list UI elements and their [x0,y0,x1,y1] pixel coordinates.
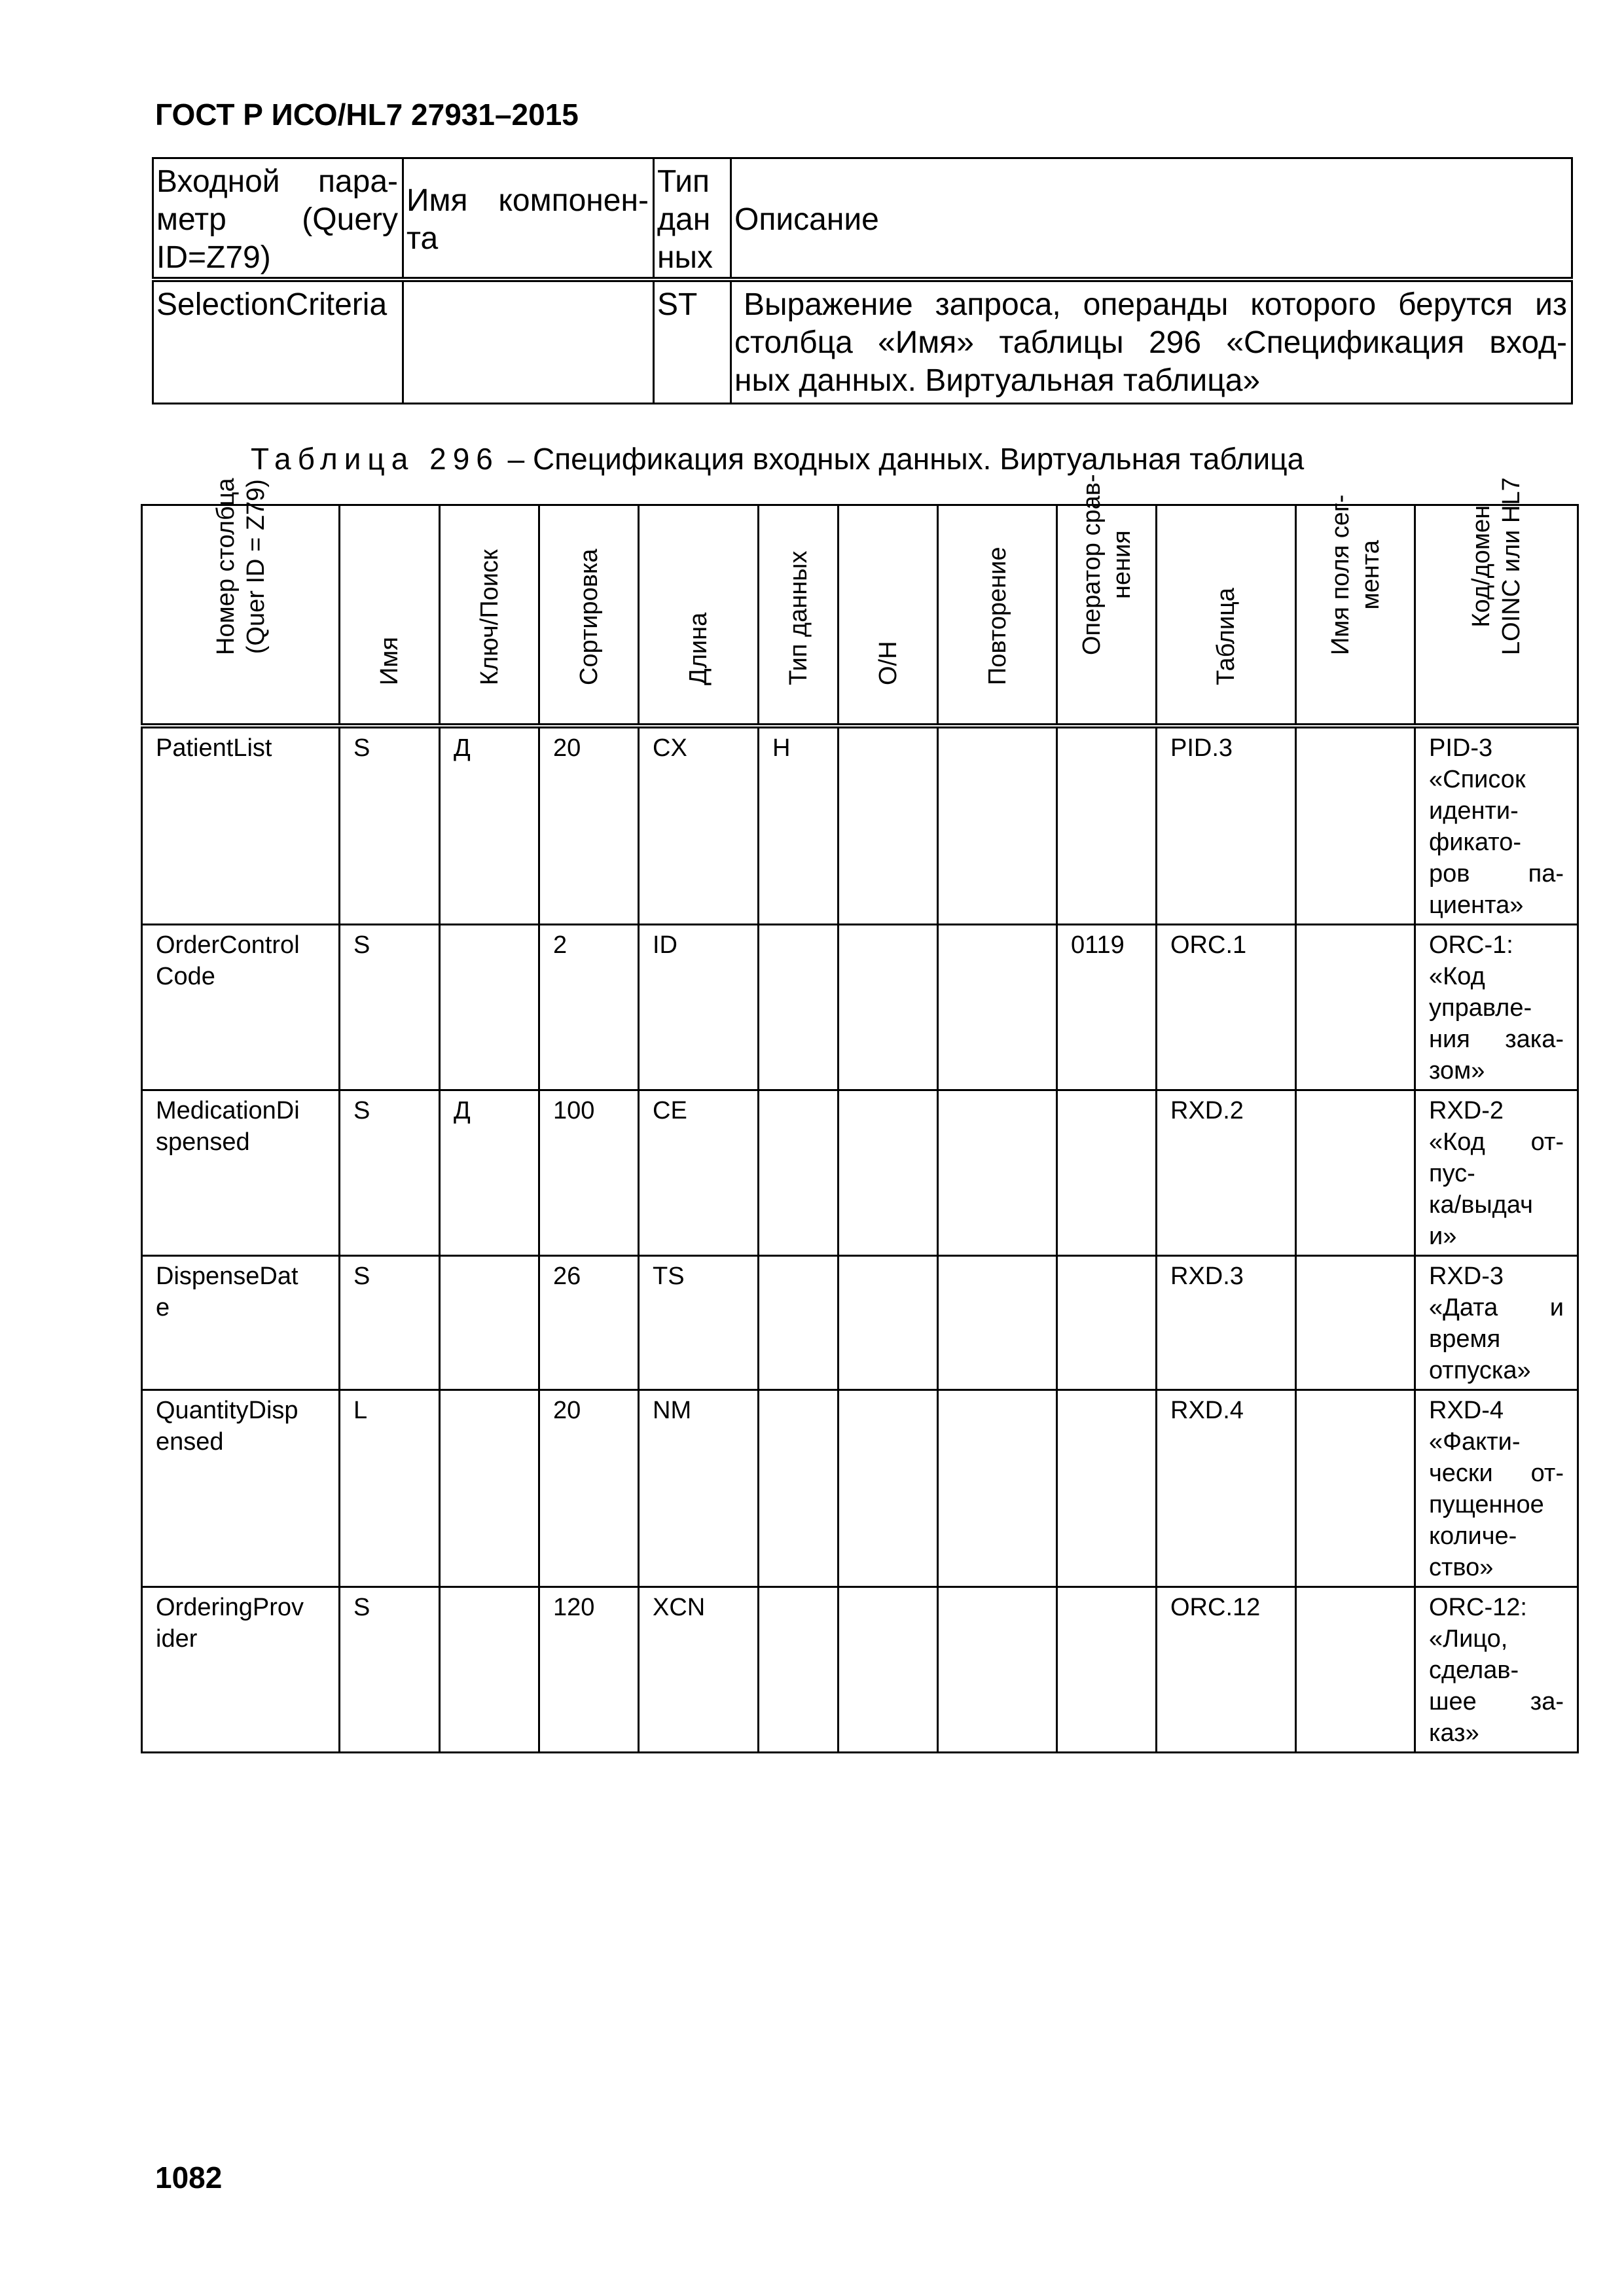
table-row [142,925,1578,1090]
column-number-cell: QuantityDisp ensed [142,1390,340,1587]
length-cell: ID [639,925,759,1090]
header-code-domain: Код/домен LOINC или HL7 [1415,505,1578,726]
table-row [153,279,1572,404]
data-type-cell [759,1256,839,1390]
header-length: Длина [639,505,759,726]
data-type-cell [759,925,839,1090]
type-cell: ST [654,279,731,404]
table-row [142,726,1578,925]
header-on: О/Н [839,505,938,726]
length-cell: CE [639,1090,759,1256]
operator-cell [1057,1256,1157,1390]
column-number-cell: MedicationDi spensed [142,1090,340,1256]
operator-cell [1057,726,1157,925]
on-cell [839,1390,938,1587]
key-search-cell: Д [440,1090,539,1256]
name-cell: S [340,925,440,1090]
table-cell: RXD.4 [1157,1390,1296,1587]
repeat-cell [938,1587,1057,1753]
length-cell: CX [639,726,759,925]
caption-lead: Таблица 296 [251,442,499,476]
header-repeat: Повторение [938,505,1057,726]
page-number: 1082 [155,2161,223,2195]
table-caption [251,441,1304,476]
name-cell: S [340,1090,440,1256]
document-header: ГОСТ Р ИСО/HL7 27931–2015 [155,98,579,132]
table-cell: ORC.1 [1157,925,1296,1090]
data-type-cell [759,1390,839,1587]
header-key-search: Ключ/Поиск [440,505,539,726]
header-segment-field: Имя поля сег- мента [1296,505,1415,726]
header-name: Имя [340,505,440,726]
header-sort: Сортировка [539,505,639,726]
name-cell: L [340,1390,440,1587]
header-component: Имя компонен- та [403,158,654,280]
table-row [142,1587,1578,1753]
repeat-cell [938,1090,1057,1256]
code-domain-cell: RXD-2 «Код от- пус- ка/выдач и» [1415,1090,1578,1256]
operator-cell [1057,1390,1157,1587]
repeat-cell [938,726,1057,925]
on-cell [839,1090,938,1256]
code-domain-cell: RXD-4 «Факти- чески от- пущенное количе- ство» [1415,1390,1578,1587]
key-search-cell [440,1390,539,1587]
header-column-number: Номер столбца (Quer ID = Z79) [142,505,340,726]
repeat-cell [938,925,1057,1090]
sort-cell: 2 [539,925,639,1090]
name-cell: S [340,726,440,925]
segment-field-cell [1296,726,1415,925]
on-cell [839,1256,938,1390]
table-row [142,1390,1578,1587]
table-cell: PID.3 [1157,726,1296,925]
operator-cell [1057,1587,1157,1753]
code-domain-cell: ORC-12: «Лицо, сделав- шее за- каз» [1415,1587,1578,1753]
on-cell [839,1587,938,1753]
data-type-cell [759,1090,839,1256]
sort-cell: 20 [539,1390,639,1587]
key-search-cell [440,925,539,1090]
header-table: Таблица [1157,505,1296,726]
data-type-cell [759,1587,839,1753]
param-cell: SelectionCriteria [153,279,403,404]
code-domain-cell: ORC-1: «Код управле- ния зака- зом» [1415,925,1578,1090]
operator-cell: 0119 [1057,925,1157,1090]
code-domain-cell: PID-3 «Список иденти- фикато- ров па- циента» [1415,726,1578,925]
length-cell: XCN [639,1587,759,1753]
sort-cell: 20 [539,726,639,925]
code-domain-cell: RXD-3 «Дата и время отпуска» [1415,1256,1578,1390]
key-search-cell [440,1256,539,1390]
table-cell: ORC.12 [1157,1587,1296,1753]
repeat-cell [938,1390,1057,1587]
input-spec-header [142,505,1578,726]
table-cell: RXD.2 [1157,1090,1296,1256]
key-search-cell: Д [440,726,539,925]
column-number-cell: OrderingProv ider [142,1587,340,1753]
column-number-cell: PatientList [142,726,340,925]
input-spec-table [141,474,1579,1753]
caption-text: – Спецификация входных данных. Виртуальная таблица [507,442,1305,476]
name-cell: S [340,1587,440,1753]
key-search-cell [440,1587,539,1753]
component-cell [403,279,654,404]
length-cell: NM [639,1390,759,1587]
on-cell [839,726,938,925]
table-row [142,1256,1578,1390]
segment-field-cell [1296,1256,1415,1390]
table-row [142,1090,1578,1256]
header-data-type: Тип данных [759,505,839,726]
data-type-cell: Н [759,726,839,925]
segment-field-cell [1296,1587,1415,1753]
sort-cell: 26 [539,1256,639,1390]
header-type: Тип дан ных [654,158,731,280]
length-cell: TS [639,1256,759,1390]
column-number-cell: OrderControl Code [142,925,340,1090]
segment-field-cell [1296,1090,1415,1256]
repeat-cell [938,1256,1057,1390]
parameter-table-header [153,158,1572,280]
header-description: Описание [731,158,1572,280]
header-operator: Оператор срав- нения [1057,505,1157,726]
segment-field-cell [1296,1390,1415,1587]
column-number-cell: DispenseDat e [142,1256,340,1390]
segment-field-cell [1296,925,1415,1090]
operator-cell [1057,1090,1157,1256]
parameter-table [152,157,1573,404]
description-cell: Выражение запроса, операнды которого берутся из столбца «Имя» таблицы 296 «Спецификация вход- ных данных. Виртуальная таблица» [731,279,1572,404]
name-cell: S [340,1256,440,1390]
table-cell: RXD.3 [1157,1256,1296,1390]
header-param: Входной пара- метр (Query ID=Z79) [153,158,403,280]
on-cell [839,925,938,1090]
sort-cell: 100 [539,1090,639,1256]
sort-cell: 120 [539,1587,639,1753]
